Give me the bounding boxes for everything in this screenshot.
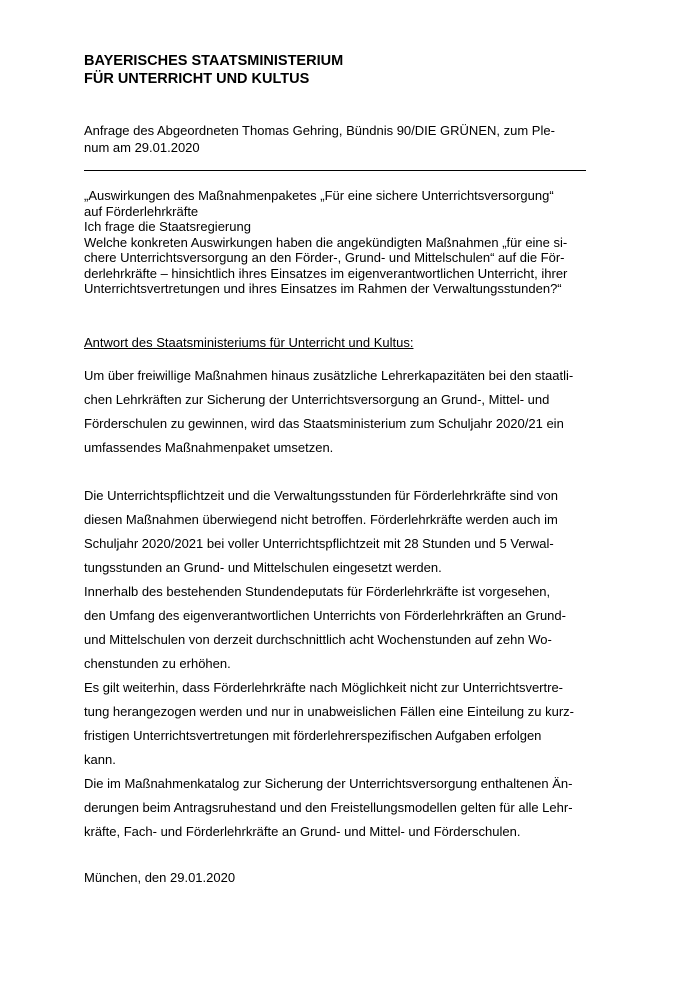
answer-line: fristigen Unterrichtsvertretungen mit förderlehrerspezifischen Aufgaben erfolgen (84, 728, 542, 743)
question-line: Ich frage die Staatsregierung (84, 219, 251, 234)
answer-body (84, 364, 614, 844)
ministry-header (84, 52, 614, 88)
ministry-name-line2: FÜR UNTERRICHT UND KULTUS (84, 71, 310, 87)
signoff-place-date: München, den 29.01.2020 (84, 870, 236, 885)
answer-line: tung herangezogen werden und nur in unabweislichen Fällen eine Einteilung zu kurz- (84, 704, 574, 719)
answer-heading: Antwort des Staatsministeriums für Unterricht und Kultus: (84, 335, 414, 350)
answer-line: und Mittelschulen von derzeit durchschnittlich acht Wochenstunden auf zehn Wo- (84, 632, 552, 647)
answer-paragraph-1 (84, 364, 614, 460)
ministry-name-line1: BAYERISCHES STAATSMINISTERIUM (84, 53, 344, 69)
answer-line: Die im Maßnahmenkatalog zur Sicherung der Unterrichtsversorgung enthaltenen Än- (84, 776, 573, 791)
question-line: „Auswirkungen des Maßnahmenpaketes „Für eine sichere Unterrichtsversorgung“ (84, 188, 554, 203)
answer-paragraph-2 (84, 484, 614, 844)
question-line: Welche konkreten Auswirkungen haben die angekündigten Maßnahmen „für eine si- (84, 234, 568, 250)
inquiry-line: Anfrage des Abgeordneten Thomas Gehring, Bündnis 90/DIE GRÜNEN, zum Ple- (84, 123, 555, 138)
paragraph-gap (84, 460, 614, 484)
answer-line: derungen beim Antragsruhestand und den Freistellungsmodellen gelten für alle Lehr- (84, 800, 573, 815)
answer-line: den Umfang des eigenverantwortlichen Unterrichts von Förderlehrkräften an Grund- (84, 608, 566, 623)
answer-line: Um über freiwillige Maßnahmen hinaus zusätzliche Lehrerkapazitäten bei den staatli- (84, 368, 574, 383)
question-line: Unterrichtsvertretungen und ihres Einsatzes im Rahmen der Verwaltungsstunden?“ (84, 281, 562, 296)
answer-line: Es gilt weiterhin, dass Förderlehrkräfte nach Möglichkeit nicht zur Unterrichtsvertre- (84, 680, 564, 695)
question-line: chere Unterrichtsversorgung an den Förder-, Grund- und Mittelschulen“ auf die För- (84, 250, 565, 265)
inquiry-info (84, 122, 614, 156)
answer-line: kann. (84, 752, 116, 767)
answer-line: Förderschulen zu gewinnen, wird das Staatsministerium zum Schuljahr 2020/21 ein (84, 416, 564, 431)
answer-line: Innerhalb des bestehenden Stundendeputats für Förderlehrkräfte ist vorgesehen, (84, 584, 551, 599)
answer-line: kräfte, Fach- und Förderlehrkräfte an Grund- und Mittel- und Förderschulen. (84, 824, 521, 839)
question-line: derlehrkräfte – hinsichtlich ihres Einsatzes im eigenverantwortlichen Unterricht, ihrer (84, 265, 568, 281)
question-line: auf Förderlehrkräfte (84, 203, 199, 219)
horizontal-rule (84, 170, 586, 171)
answer-line: diesen Maßnahmen überwiegend nicht betroffen. Förderlehrkräfte werden auch im (84, 512, 558, 527)
answer-line: chen Lehrkräften zur Sicherung der Unterrichtsversorgung an Grund-, Mittel- und (84, 392, 550, 407)
answer-line: Schuljahr 2020/2021 bei voller Unterrichtspflichtzeit mit 28 Stunden und 5 Verwal- (84, 536, 554, 551)
inquiry-line: num am 29.01.2020 (84, 140, 200, 155)
answer-line: chenstunden zu erhöhen. (84, 656, 231, 671)
answer-line: umfassendes Maßnahmenpaket umsetzen. (84, 440, 334, 455)
answer-line: tungsstunden an Grund- und Mittelschulen eingesetzt werden. (84, 560, 442, 575)
answer-line: Die Unterrichtspflichtzeit und die Verwaltungsstunden für Förderlehrkräfte sind von (84, 488, 559, 503)
question-text (84, 188, 614, 297)
